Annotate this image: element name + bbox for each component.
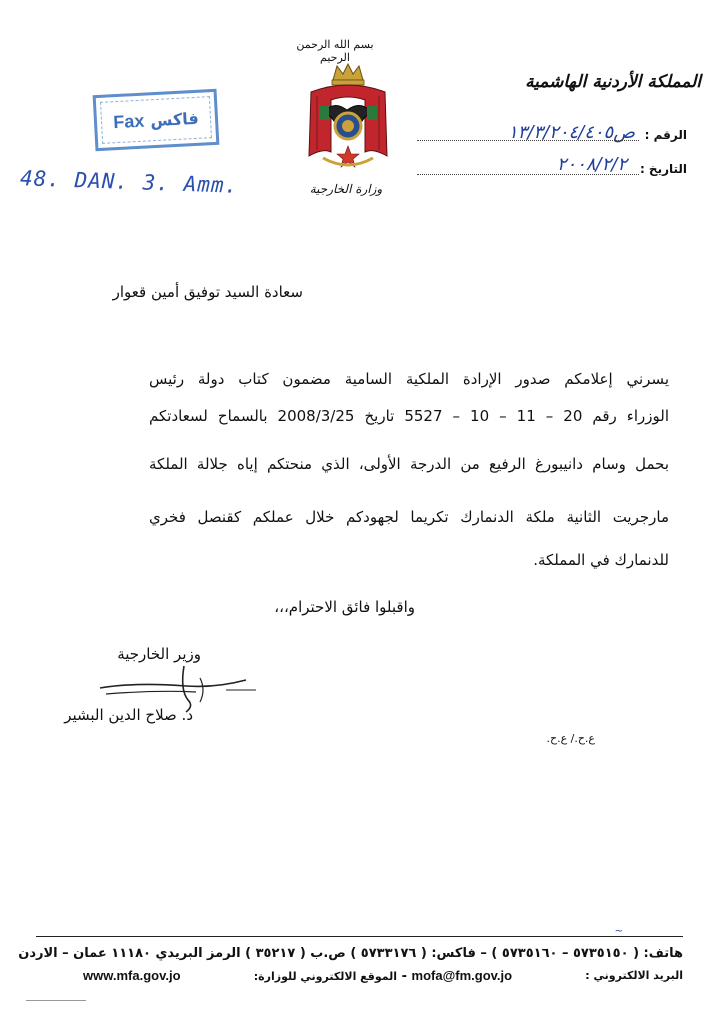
- signatory-name: د. صلاح الدين البشير: [64, 706, 193, 724]
- footer-contact: هاتف: ( ٥٧٣٥١٥٠ – ٥٧٣٥١٦٠ ) – فاكس: ( ٥٧٣٣١٧٦ ) ص.ب ( ٣٥٢١٧ ) الرمز البريدي ١١١٨٠ عمان – الاردن: [18, 946, 683, 961]
- date-line: [417, 154, 687, 180]
- signatory-title: وزير الخارجية: [117, 645, 201, 663]
- date-dotted-line: [417, 174, 639, 175]
- reference-value: ص١٣/٣/٢٠٤/٤٠٥: [508, 122, 635, 143]
- email-label: البريد الالكتروني :: [585, 969, 683, 982]
- website-label: الموقع الالكتروني للوزارة:: [253, 970, 398, 983]
- body-line-1: يسرني إعلامكم صدور الإرادة الملكية السامية مضمون كتاب دولة رئيس: [149, 370, 669, 388]
- fax-stamp-arabic: فاكس: [149, 108, 200, 130]
- bismillah: بسم الله الرحمن الرحيم: [296, 38, 374, 64]
- kingdom-name: المملكة الأردنية الهاشمية: [525, 72, 701, 92]
- website-link[interactable]: www.mfa.gov.jo: [83, 968, 181, 983]
- ministry-name-under-crest: وزارة الخارجية: [309, 182, 383, 196]
- date-label: التاريخ :: [639, 162, 687, 176]
- fax-stamp: [93, 89, 220, 151]
- footer-handwritten-mark: ~: [614, 926, 623, 937]
- email-link[interactable]: mofa@fm.gov.jo: [411, 968, 513, 983]
- reference-line: [417, 124, 687, 146]
- reference-dotted-line: [417, 140, 639, 141]
- footer-divider: [36, 936, 683, 937]
- body-line-5: للدنمارك في المملكة.: [533, 551, 669, 569]
- date-value: ٢٠٠٨/٢/٢: [556, 154, 627, 175]
- fax-stamp-english: Fax: [112, 110, 145, 132]
- footer-site-group: mofa@fm.gov.jo - الموقع الالكتروني للوزارة:: [253, 968, 513, 984]
- footer-web-line: [83, 968, 683, 984]
- closing: واقبلوا فائق الاحترام،،،: [274, 598, 415, 616]
- body-line-2: الوزراء رقم 20 – 11 – 10 – 5527 تاريخ 2008/3/25 بالسماح لسعادتكم: [149, 407, 670, 425]
- page-edge-line: [26, 1000, 86, 1001]
- salutation: سعادة السيد توفيق أمين قعوار: [112, 283, 303, 301]
- body-line-4: مارجريت الثانية ملكة الدنمارك تكريما لجهودكم خلال عملكم كقنصل فخري: [149, 508, 669, 526]
- coat-of-arms-icon: [303, 60, 393, 178]
- handwritten-code: 48. DAN. 3. Amm.: [19, 166, 239, 198]
- footer-email-group: [585, 968, 683, 984]
- initials: ع.ح./ ع.ح.: [546, 732, 595, 745]
- body-line-3: بحمل وسام دانيبورغ الرفيع من الدرجة الأولى، الذي منحتكم إياه جلالة الملكة: [149, 455, 669, 473]
- reference-label: الرقم :: [644, 128, 687, 142]
